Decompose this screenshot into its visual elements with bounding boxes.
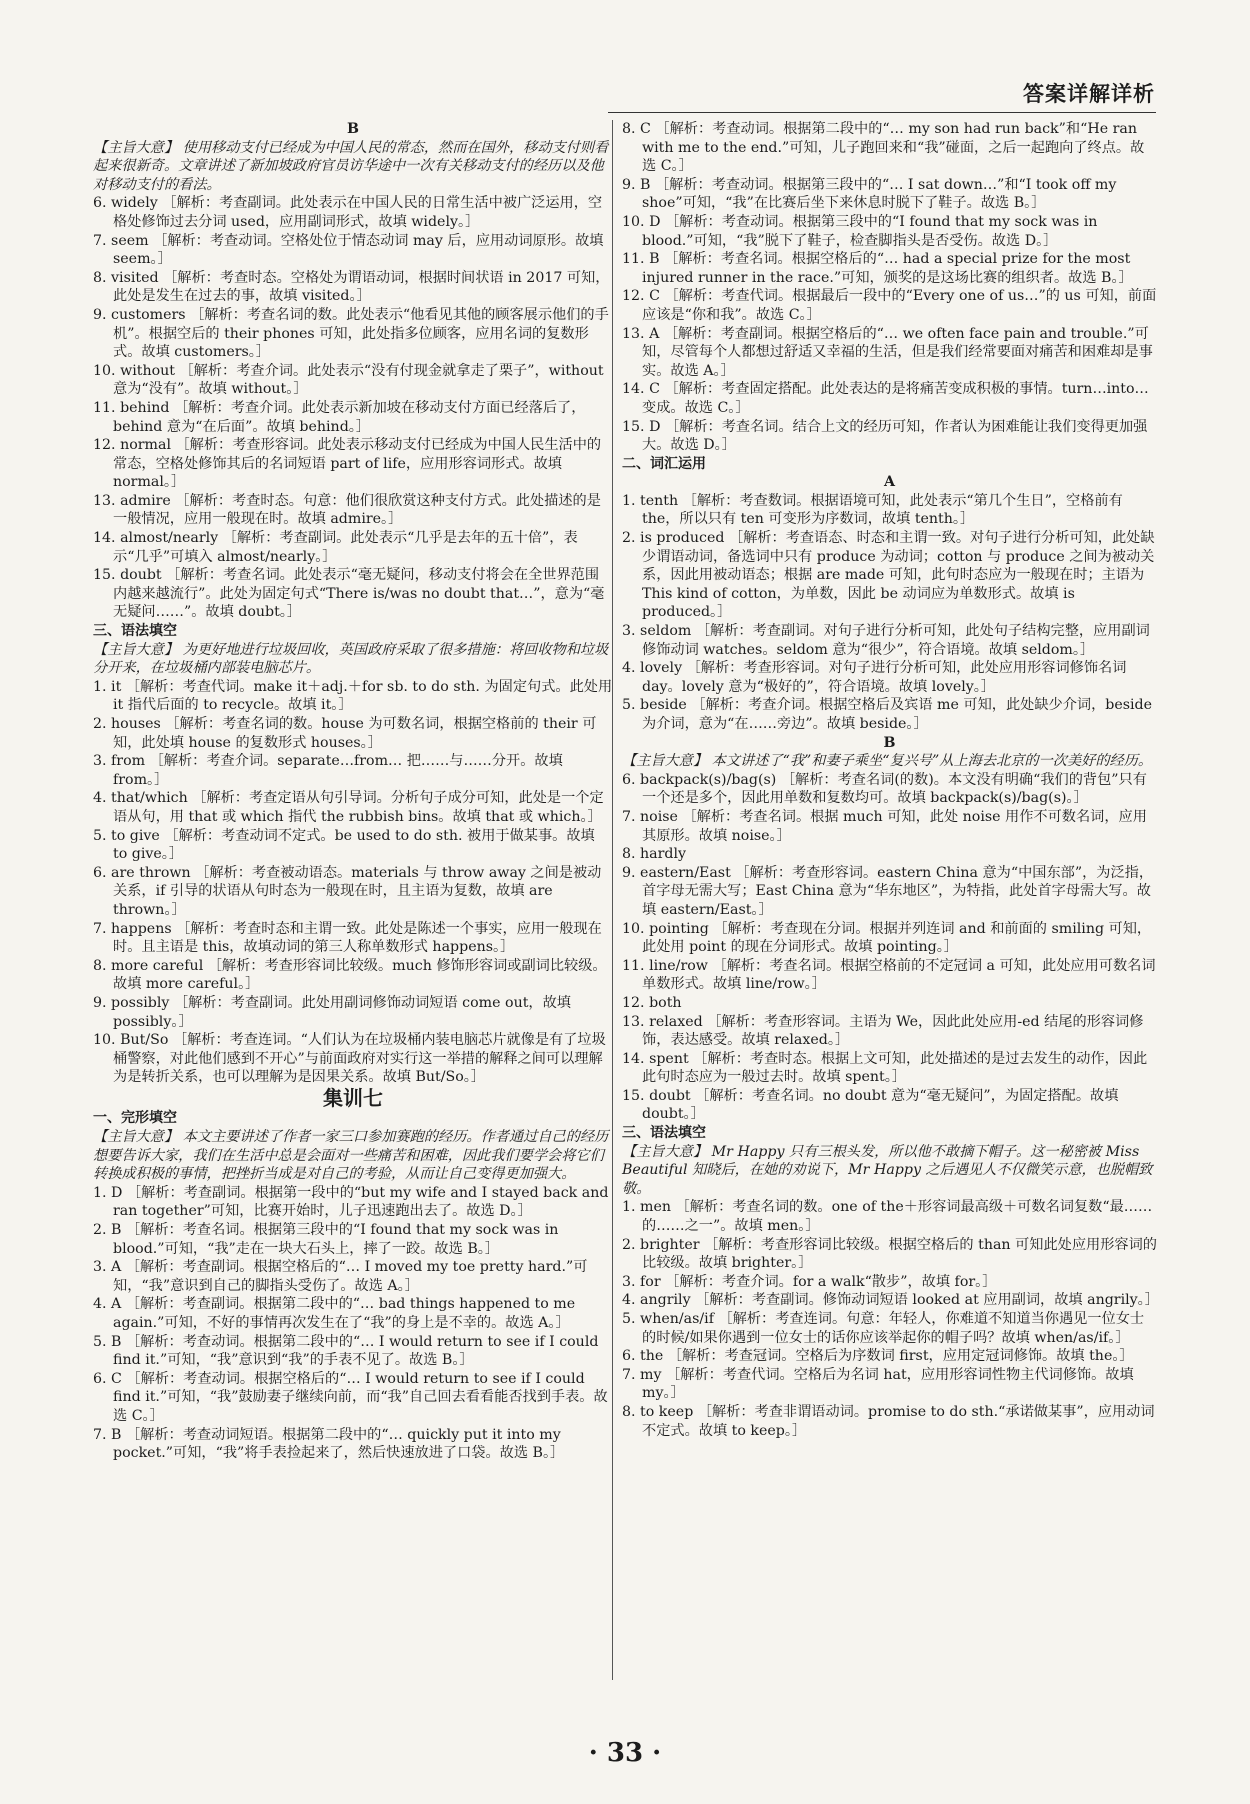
answer-item: 11. behind ［解析：考查介词。此处表示新加坡在移动支付方面已经落后了，behind 意为“在后面”。故填 behind。］ <box>93 399 586 435</box>
answer-item: 3. seldom ［解析：考查副词。对句子进行分析可知，此处句子结构完整，应用副词修饰动词 watches。seldom 意为“很少”，符合语境。故填 seldom。］ <box>622 623 1150 658</box>
answer-item: 4. lovely ［解析：考查形容词。对句子进行分析可知，此处应用形容词修饰名词 day。lovely 意为“极好的”，符合语境。故填 lovely。］ <box>622 660 1127 695</box>
answer-item: 6. C ［解析：考查动词。根据空格后的“… I would return to see if I could find it.”可知，“我”鼓励妻子继续向前，而“我”自己回去看看能否找到手表。故选 C。］ <box>93 1370 608 1424</box>
answer-item: 8. C ［解析：考查动词。根据第二段中的“… my son had run back”和“He ran with me to the end.”可知，儿子跑回来和“我”碰面，之后一起跑向了终点。故选 C。］ <box>622 121 1145 175</box>
answer-item: 14. almost/nearly ［解析：考查副词。此处表示“几乎是去年的五十倍”，表示“几乎”可填入 almost/nearly。］ <box>93 530 578 565</box>
right-column <box>622 120 1157 1440</box>
section-title: 三、语法填空 <box>622 1125 706 1142</box>
answer-item: 10. But/So ［解析：考查连词。“人们认为在垃圾桶内装电脑芯片就像是有了垃圾桶警察，对此他们感到不开心”与前面政府对实行这一举措的解释之间可以理解为是转折关系，也可以理解为是因果关系。故填 But/So。］ <box>93 1032 606 1086</box>
answer-item: 6. the ［解析：考查冠词。空格后为序数词 first，应用定冠词修饰。故填 the。］ <box>622 1348 1134 1365</box>
header-rule <box>608 112 1156 113</box>
answer-item: 2. is produced ［解析：考查语态、时态和主谓一致。对句子进行分析可知，此处缺少谓语动词，备选词中只有 produce 为动词；cotton 与 produce 之间为被动关系，因此用被动语态；根据 are made 可知，此句时态应为一般现在时；主语为 This kind of cotton，为单数，因此 be 动词应为单数形式。故填 is produced。］ <box>622 530 1155 621</box>
answer-item: 9. possibly ［解析：考查副词。此处用副词修饰动词短语 come out，故填 possibly。］ <box>93 994 571 1030</box>
answer-item: 8. hardly <box>622 846 687 863</box>
running-header: 答案详解详析 <box>1023 82 1155 106</box>
set-title: 集训七 <box>323 1085 383 1110</box>
section-title: 一、完形填空 <box>93 1110 177 1127</box>
answer-item: 4. angrily ［解析：考查副词。修饰动词短语 looked at 应用副词，故填 angrily。］ <box>622 1292 1159 1309</box>
answer-item: 1. it ［解析：考查代词。make it＋adj.＋for sb. to do sth. 为固定句式。此处用 it 指代后面的 to recycle。故填 it。］ <box>93 678 613 714</box>
answer-item: 15. doubt ［解析：考查名词。此处表示“毫无疑问，移动支付将会在全世界范围内越来越流行”。此处为固定句式“There is/was no doubt that…”，意为“毫无疑问……”。故填 doubt。］ <box>93 567 605 621</box>
answer-item: 15. doubt ［解析：考查名词。no doubt 意为“毫无疑问”，为固定搭配。故填 doubt。］ <box>622 1087 1119 1123</box>
passage-intro: 【主旨大意】 使用移动支付已经成为中国人民的常态，然而在国外，移动支付则看起来很新奇。文章讲述了新加坡政府官员访华途中一次有关移动支付的经历以及他对移动支付的看法。 <box>93 139 609 193</box>
answer-list <box>622 492 1157 734</box>
answer-item: 5. to give ［解析：考查动词不定式。be used to do sth. 被用于做某事。故填 to give。］ <box>93 827 595 863</box>
passage-intro: 【主旨大意】 本文主要讲述了作者一家三口参加赛跑的经历。作者通过自己的经历想要告诉大家，我们在生活中总是会面对一些痛苦和困难，因此我们要学会将它们转换成积极的事情，把挫折当成是对自己的考验，从而让自己变得更加强大。 <box>93 1129 609 1183</box>
answer-list <box>93 678 613 1087</box>
passage-intro: 【主旨大意】 Mr Happy 只有三根头发，所以他不敢摘下帽子。这一秘密被 Miss Beautiful 知晓后，在她的劝说下，Mr Happy 之后遇见人不仅微笑示意，也脱帽致敬。 <box>622 1143 1153 1197</box>
answer-item: 3. for ［解析：考查介词。for a walk“散步”，故填 for。］ <box>622 1273 997 1290</box>
passage-letter: B <box>347 121 359 137</box>
answer-item: 8. visited ［解析：考查时态。空格处为谓语动词，根据时间状语 in 2017 可知，此处是发生在过去的事，故填 visited。］ <box>93 269 610 305</box>
answer-item: 7. B ［解析：考查动词短语。根据第二段中的“… quickly put it into my pocket.”可知，“我”将手表捡起来了，然后快速放进了口袋。故选 B。］ <box>93 1426 565 1462</box>
answer-item: 4. A ［解析：考查副词。根据第二段中的“… bad things happened to me again.”可知，不好的事情再次发生在了“我”的身上是不幸的。故选 A。］ <box>93 1296 576 1331</box>
answer-list <box>622 1198 1157 1440</box>
passage-letter: B <box>883 734 896 751</box>
answer-item: 7. seem ［解析：考查动词。空格处位于情态动词 may 后，应用动词原形。故填 seem。］ <box>93 232 604 268</box>
page-number: · 33 · <box>588 1738 662 1768</box>
answer-item: 3. from ［解析：考查介词。separate…from… 把……与……分开。故填 from。］ <box>93 753 563 788</box>
answer-item: 5. when/as/if ［解析：考查连词。句意：年轻人，你难道不知道当你遇见一位女士的时候/如果你遇到一位女士的话你应该举起你的帽子吗？故填 when/as/if。］ <box>622 1311 1145 1346</box>
answer-item: 1. men ［解析：考查名词的数。one of the＋形容词最高级＋可数名词复数“最……的……之一”。故填 men。］ <box>622 1199 1153 1235</box>
answer-list <box>93 194 613 622</box>
answer-item: 4. that/which ［解析：考查定语从句引导词。分析句子成分可知，此处是一个定语从句，用 that 或 which 指代 the rubbish bins。故填 that 或 which。］ <box>93 790 604 825</box>
answer-item: 9. B ［解析：考查动词。根据第三段中的“… I sat down…”和“I took off my shoe”可知，“我”在比赛后坐下来休息时脱下了鞋子。故选 B。］ <box>622 176 1117 212</box>
answer-item: 14. spent ［解析：考查时态。根据上文可知，此处描述的是过去发生的动作，因此此句时态应为一般过去时。故填 spent。］ <box>622 1050 1148 1086</box>
answer-item: 8. to keep ［解析：考查非谓语动词。promise to do sth.“承诺做某事”，应用动词不定式。故填 to keep。］ <box>622 1403 1155 1439</box>
answer-item: 9. customers ［解析：考查名词的数。此处表示“他看见其他的顾客展示他们的手机”。根据空后的 their phones 可知，此处指多位顾客，应用名词的复数形式。故填 customers。］ <box>93 306 609 361</box>
section-title: 二、词汇运用 <box>622 455 706 472</box>
answer-item: 12. normal ［解析：考查形容词。此处表示移动支付已经成为中国人民生活中的常态，空格处修饰其后的名词短语 part of life，应用形容词形式。故填 normal。］ <box>93 437 602 491</box>
answer-item: 6. widely ［解析：考查副词。此处表示在中国人民的日常生活中被广泛运用，空格处修饰过去分词 used，应用副词形式，故填 widely。］ <box>93 195 603 230</box>
answer-item: 2. B ［解析：考查名词。根据第三段中的“I found that my sock was in blood.”可知，“我”走在一块大石头上，摔了一跤。故选 B。］ <box>93 1222 559 1257</box>
answer-item: 7. noise ［解析：考查名词。根据 much 可知，此处 noise 用作不可数名词，应用其原形。故填 noise。］ <box>622 808 1147 844</box>
answer-item: 10. pointing ［解析：考查现在分词。根据并列连词 and 和前面的 smiling 可知，此处用 point 的现在分词形式。故填 pointing。］ <box>622 920 1152 956</box>
answer-item: 15. D ［解析：考查名词。结合上文的经历可知，作者认为困难能让我们变得更加强大。故选 D。］ <box>622 418 1148 454</box>
answer-item: 11. B ［解析：考查名词。根据空格后的“… had a special prize for the most injured runner in the race.”可知，颁奖的是这场比赛的组织者。故选 B。］ <box>622 251 1133 286</box>
answer-item: 5. beside ［解析：考查介词。根据空格后及宾语 me 可知，此处缺少介词，beside 为介词，意为“在……旁边”。故填 beside。］ <box>622 697 1153 732</box>
answer-item: 12. C ［解析：考查代词。根据最后一段中的“Every one of us…”的 us 可知，前面应该是“你和我”。故选 C。］ <box>622 288 1157 323</box>
answer-item: 11. line/row ［解析：考查名词。根据空格前的不定冠词 a 可知，此处应用可数名词单数形式。故填 line/row。］ <box>622 957 1156 993</box>
answer-item: 3. A ［解析：考查副词。根据空格后的“… I moved my toe pretty hard.”可知，“我”意识到自己的脚指头受伤了。故选 A。］ <box>93 1259 588 1294</box>
answer-item: 2. brighter ［解析：考查形容词比较级。根据空格后的 than 可知此处应用形容词的比较级。故填 brighter。］ <box>622 1236 1157 1272</box>
left-column <box>93 120 613 1463</box>
answer-item: 6. are thrown ［解析：考查被动语态。materials 与 throw away 之间是被动关系，if 引导的状语从句时态为一般现在时，且主语为复数，故填 are thrown。］ <box>93 864 602 918</box>
answer-item: 13. admire ［解析：考查时态。句意：他们很欣赏这种支付方式。此处描述的是一般情况，应用一般现在时。故填 admire。］ <box>93 492 601 528</box>
answer-item: 13. A ［解析：考查副词。根据空格后的“… we often face pain and trouble.”可知，尽管每个人都想过舒适又幸福的生活，但是我们经常要面对痛苦和困难却是事实。故选 A。］ <box>622 325 1153 379</box>
passage-intro: 【主旨大意】 本文讲述了“我”和妻子乘坐“复兴号”从上海去北京的一次美好的经历。 <box>622 753 1153 770</box>
answer-item: 8. more careful ［解析：考查形容词比较级。much 修饰形容词或副词比较级。故填 more careful。］ <box>93 957 607 993</box>
answer-item: 7. my ［解析：考查代词。空格后为名词 hat，应用形容词性物主代词修饰。故填 my。］ <box>622 1366 1134 1402</box>
answer-item: 1. tenth ［解析：考查数词。根据语境可知，此处表示“第几个生日”，空格前有 the，所以只有 ten 可变形为序数词，故填 tenth。］ <box>622 492 1123 528</box>
answer-item: 7. happens ［解析：考查时态和主谓一致。此处是陈述一个事实，应用一般现在时。且主语是 this，故填动词的第三人称单数形式 happens。］ <box>93 920 602 956</box>
answer-list <box>622 120 1157 455</box>
answer-item: 14. C ［解析：考查固定搭配。此处表达的是将痛苦变成积极的事情。turn…into…变成。故选 C。］ <box>622 381 1149 416</box>
section-title: 三、语法填空 <box>93 623 177 640</box>
answer-item: 5. B ［解析：考查动词。根据第二段中的“… I would return to see if I could find it.”可知，“我”意识到“我”的手表不见了。故选 B。］ <box>93 1333 599 1369</box>
answer-list <box>93 1184 613 1463</box>
answer-item: 6. backpack(s)/bag(s) ［解析：考查名词(的数)。本文没有明确“我们的背包”只有一个还是多个，因此用单数和复数均可。故填 backpack(s)/bag(s)。］ <box>622 771 1147 807</box>
answer-item: 12. both <box>622 994 682 1011</box>
answer-item: 10. D ［解析：考查动词。根据第三段中的“I found that my sock was in blood.”可知，“我”脱下了鞋子，检查脚指头是否受伤。故选 D。］ <box>622 213 1098 249</box>
answer-item: 9. eastern/East ［解析：考查形容词。eastern China 意为“中国东部”，为泛指，首字母无需大写；East China 意为“华东地区”，为特指，此处首字母需大写。故填 eastern/East。］ <box>622 864 1154 918</box>
answer-list <box>622 771 1157 1124</box>
answer-item: 13. relaxed ［解析：考查形容词。主语为 We，因此此处应用-ed 结尾的形容词修饰，表达感受。故填 relaxed。］ <box>622 1013 1144 1049</box>
answer-item: 1. D ［解析：考查副词。根据第一段中的“but my wife and I stayed back and ran together”可知，比赛开始时，儿子迅速跑出去了。故选 D。］ <box>93 1184 609 1220</box>
answer-item: 10. without ［解析：考查介词。此处表示“没有付现金就拿走了栗子”，without 意为“没有”。故填 without。］ <box>93 362 604 398</box>
answer-item: 2. houses ［解析：考查名词的数。house 为可数名词，根据空格前的 their 可知，此处填 house 的复数形式 houses。］ <box>93 716 597 751</box>
passage-intro: 【主旨大意】 为更好地进行垃圾回收，英国政府采取了很多措施：将回收物和垃圾分开来，在垃圾桶内部装电脑芯片。 <box>93 641 609 677</box>
passage-letter: A <box>883 474 895 491</box>
